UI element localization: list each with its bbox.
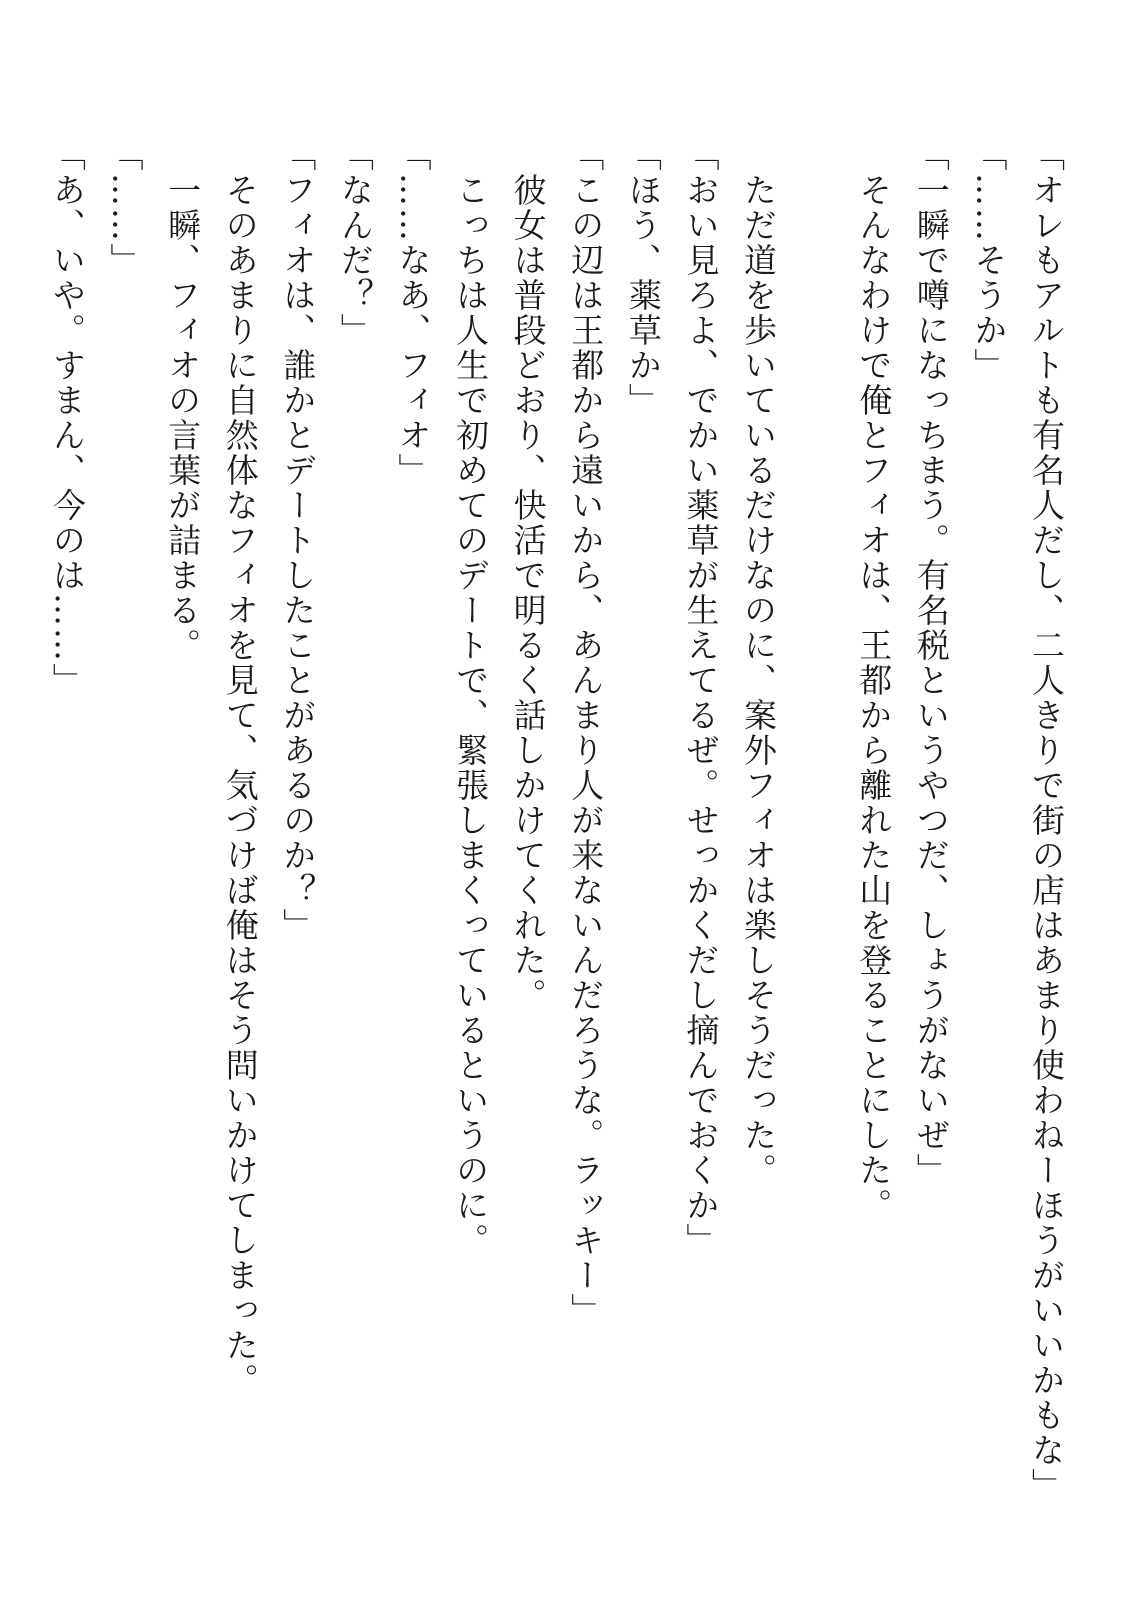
text-line-14: そのあまりに自然体なフィオを見て、気づけば俺はそう問いかけてしまった。	[220, 138, 260, 1398]
text-line-9: 彼女は普段どおり、快活で明るく話しかけてくれた。	[508, 138, 548, 1013]
text-line-2: 「……そうか」	[969, 138, 1009, 383]
text-line-7: 「ほう、薬草か」	[623, 138, 663, 418]
text-line-17: 「あ、いや。すまん、今のは……」	[47, 138, 87, 698]
text-line-8: 「この辺は王都から遠いから、あんまり人が来ないんだろうな。ラッキー」	[566, 138, 606, 1328]
text-line-3: 「一瞬で噂になっちまう。有名税というやつだ、しょうがないぜ」	[911, 138, 951, 1188]
vertical-text-block	[38, 138, 1075, 1578]
text-line-1: 「オレもアルトも有名人だし、二人きりで街の店はあまり使わねーほうがいいかもな」	[1027, 138, 1066, 1503]
text-line-16: 「……」	[105, 138, 145, 278]
text-line-15: 一瞬、フィオの言葉が詰まる。	[163, 138, 203, 663]
blank-line	[787, 138, 845, 1578]
text-line-4: そんなわけで俺とフィオは、王都から離れた山を登ることにした。	[854, 138, 894, 1223]
text-line-6: 「おい見ろよ、でかい薬草が生えてるぜ。せっかくだし摘んでおくか」	[681, 138, 721, 1258]
text-line-10: こっちは人生で初めてのデートで、緊張しまくっているというのに。	[451, 138, 491, 1258]
text-line-12: 「なんだ？」	[335, 138, 375, 348]
text-line-13: 「フィオは、誰かとデートしたことがあるのか？」	[278, 138, 318, 943]
text-line-11: 「……なあ、フィオ」	[393, 138, 433, 488]
text-line-5: ただ道を歩いているだけなのに、案外フィオは楽しそうだった。	[739, 138, 779, 1188]
